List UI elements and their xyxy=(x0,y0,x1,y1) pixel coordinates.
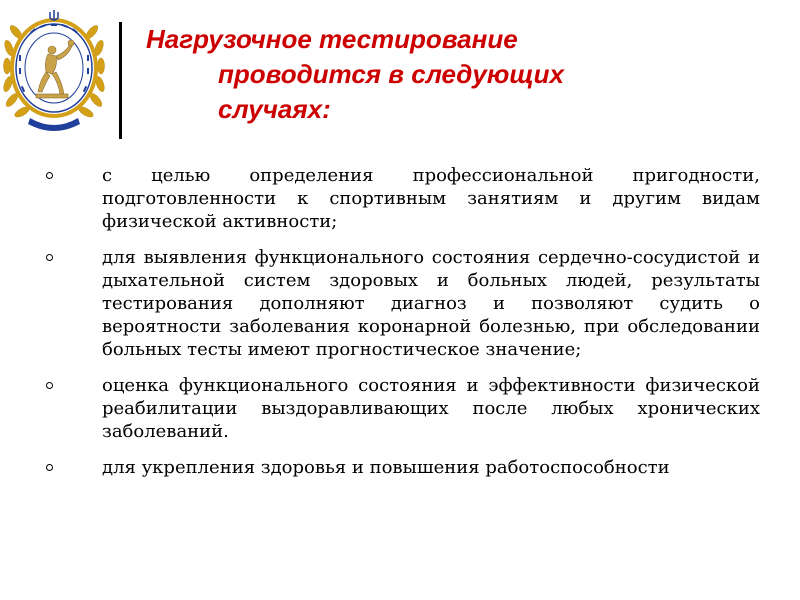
slide-title-line-1: Нагрузочное тестирование xyxy=(146,24,518,54)
bullet-circle-icon xyxy=(46,382,53,389)
slide-title-line-2: проводится в следующих xyxy=(218,59,564,89)
bullet-text: с целью определения профессиональной пригодности, подготовленности к спортивным занятиям и другим видам физической активности; xyxy=(102,165,760,232)
university-logo xyxy=(0,0,108,134)
bullet-item xyxy=(40,164,760,233)
bullet-text: для укрепления здоровья и повышения работоспособности xyxy=(102,457,670,478)
bullet-text: оценка функционального состояния и эффективности физической реабилитации выздоравливающих после любых хронических заболеваний. xyxy=(102,375,760,442)
bullet-circle-icon xyxy=(46,464,53,471)
title-divider-bar xyxy=(119,22,122,139)
bullet-circle-icon xyxy=(46,172,53,179)
bullet-item xyxy=(40,456,760,479)
bullet-item xyxy=(40,374,760,443)
bullet-circle-icon xyxy=(46,254,53,261)
slide-title xyxy=(146,22,706,127)
bullet-text: для выявления функционального состояния сердечно-сосудистой и дыхательной систем здоровых и больных людей, результаты тестирования дополняют диагноз и позволяют судить о вероятности заболевания коронарной болезнью, при обследовании больных тесты имеют прогностическое значение; xyxy=(102,247,760,360)
bullet-list xyxy=(40,164,760,492)
bullet-item xyxy=(40,246,760,361)
slide-title-line-3: случаях: xyxy=(218,94,331,124)
